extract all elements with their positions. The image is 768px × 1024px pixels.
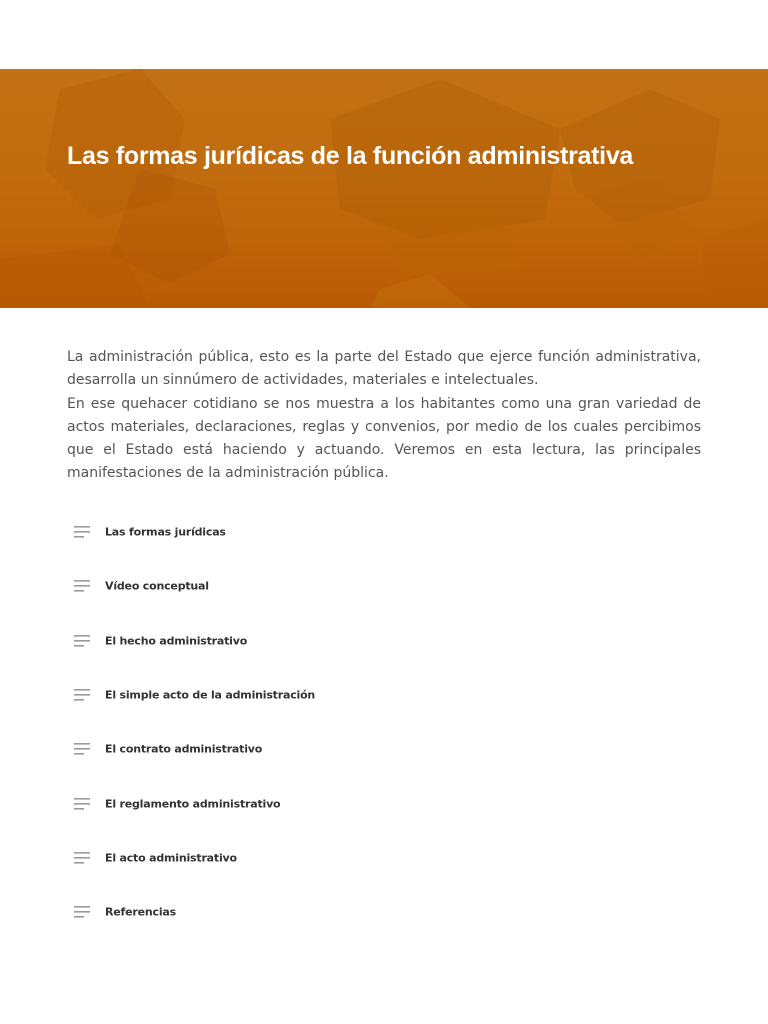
list-lines-icon [74,852,90,864]
lesson-label: Referencias [105,905,176,919]
lesson-item-hecho-administrativo[interactable] [0,614,768,668]
page-title: Las formas jurídicas de la función administrativa [67,142,634,170]
list-lines-icon [74,635,90,647]
lesson-label: El hecho administrativo [105,634,248,648]
list-lines-icon [74,798,90,810]
intro-paragraph-1: La administración pública, esto es la parte del Estado que ejerce función administrativa, desarrolla un sinnúmero de actividades, materiales e intelectuales. [67,349,701,389]
intro-paragraph-2: En ese quehacer cotidiano se nos muestra a los habitantes como una gran variedad de actos materiales, declaraciones, reglas y convenios, por medio de los cuales percibimos que el Estado está haciendo y actuando. Veremos en esta lectura, las principales manifestaciones de la administración pública. [67,395,701,482]
lesson-item-simple-acto[interactable] [0,668,768,722]
hero-banner [0,69,768,308]
lesson-label: El reglamento administrativo [105,797,281,811]
lesson-item-reglamento-administrativo[interactable] [0,776,768,830]
intro-text [67,346,701,486]
lesson-label: Las formas jurídicas [105,525,226,539]
lesson-label: Vídeo conceptual [105,579,209,593]
list-lines-icon [74,526,90,538]
list-lines-icon [74,689,90,701]
lesson-item-video-conceptual[interactable] [0,559,768,613]
lesson-label: El simple acto de la administración [105,688,316,702]
hero-background-illustration [0,69,768,308]
lesson-item-formas-juridicas[interactable] [0,505,768,559]
list-lines-icon [74,743,90,755]
lesson-list [0,505,768,939]
lesson-label: El contrato administrativo [105,742,263,756]
list-lines-icon [74,906,90,918]
lesson-item-acto-administrativo[interactable] [0,831,768,885]
lesson-item-contrato-administrativo[interactable] [0,722,768,776]
list-lines-icon [74,580,90,592]
lesson-item-referencias[interactable] [0,885,768,939]
lesson-label: El acto administrativo [105,851,237,865]
